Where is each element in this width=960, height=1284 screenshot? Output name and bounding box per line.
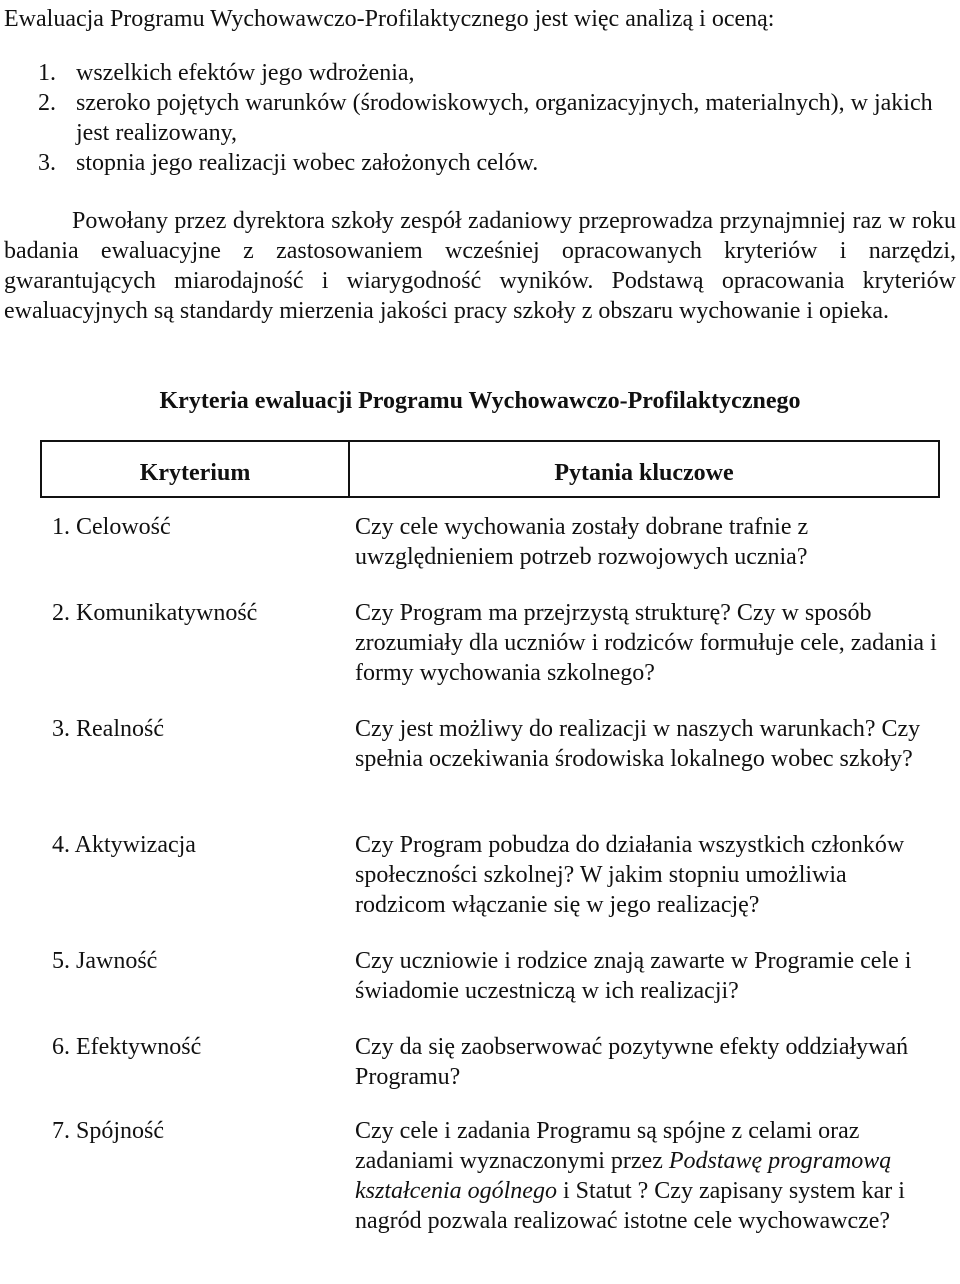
question-cell: Czy Program pobudza do działania wszystkich członków społeczności szkolnej? W jakim stopniu umożliwia rodzicom włączanie się w jego realizację? bbox=[355, 832, 905, 918]
table-header bbox=[40, 440, 940, 498]
criterion-cell: 2. Komunikatywność bbox=[52, 600, 258, 626]
criterion-cell: 4. Aktywizacja bbox=[52, 832, 196, 858]
column-header-questions: Pytania kluczowe bbox=[554, 460, 734, 486]
list-item-text: szeroko pojętych warunków (środowiskowych, organizacyjnych, materialnych), w jakich jest realizowany, bbox=[76, 90, 933, 146]
criterion-cell: 6. Efektywność bbox=[52, 1034, 202, 1060]
criterion-cell: 3. Realność bbox=[52, 716, 164, 742]
question-cell: Czy uczniowie i rodzice znają zawarte w Programie cele i świadomie uczestniczą w ich realizacji? bbox=[355, 948, 912, 1004]
question-cell: Czy da się zaobserwować pozytywne efekty oddziaływań Programu? bbox=[355, 1034, 909, 1090]
list-item-number: 2. bbox=[38, 90, 56, 116]
list-item-text: stopnia jego realizacji wobec założonych celów. bbox=[76, 150, 539, 176]
question-cell: Czy Program ma przejrzystą strukturę? Czy w sposób zrozumiały dla uczniów i rodziców formułuje cele, zadania i formy wychowania szkolnego? bbox=[355, 600, 937, 686]
criterion-cell: 1. Celowość bbox=[52, 514, 171, 540]
list-item bbox=[38, 88, 956, 148]
question-cell bbox=[355, 1116, 940, 1236]
table-heading: Kryteria ewaluacji Programu Wychowawczo-Profilaktycznego bbox=[159, 388, 801, 414]
question-text: i Statut ? Czy zapisany system kar i nagród pozwala realizować istotne cele wychowawcze? bbox=[355, 1178, 905, 1234]
list-item-number: 3. bbox=[38, 150, 56, 176]
criterion-cell: 5. Jawność bbox=[52, 948, 158, 974]
list-item-number: 1. bbox=[38, 60, 56, 86]
criteria-table bbox=[40, 440, 940, 1234]
question-text: Czy cele i zadania Programu są spójne z celami oraz zadaniami wyznaczonymi przez bbox=[355, 1118, 860, 1174]
criterion-cell: 7. Spójność bbox=[52, 1118, 165, 1144]
evaluation-scope-list bbox=[38, 58, 956, 178]
body-paragraph: Powołany przez dyrektora szkoły zespół zadaniowy przeprowadza przynajmniej raz w roku badania ewaluacyjne z zastosowaniem wcześniej opracowanych kryteriów i narzędzi, gwarantujących miarodajność i wiarygodność wyników. Podstawą opracowania kryteriów ewaluacyjnych są standardy mierzenia jakości pracy szkoły z obszaru wychowanie i opieka. bbox=[4, 208, 956, 324]
list-item bbox=[38, 58, 956, 88]
question-cell: Czy jest możliwy do realizacji w naszych warunkach? Czy spełnia oczekiwania środowiska lokalnego wobec szkoły? bbox=[355, 716, 921, 772]
question-cell: Czy cele wychowania zostały dobrane trafnie z uwzględnieniem potrzeb rozwojowych ucznia? bbox=[355, 514, 809, 570]
list-item-text: wszelkich efektów jego wdrożenia, bbox=[76, 60, 415, 86]
column-header-criterion: Kryterium bbox=[42, 442, 350, 496]
intro-text: Ewaluacja Programu Wychowawczo-Profilaktycznego jest więc analizą i oceną: bbox=[4, 6, 775, 32]
question-text-italic: Podstawę programową kształcenia ogólnego bbox=[355, 1148, 892, 1204]
list-item bbox=[38, 148, 956, 178]
